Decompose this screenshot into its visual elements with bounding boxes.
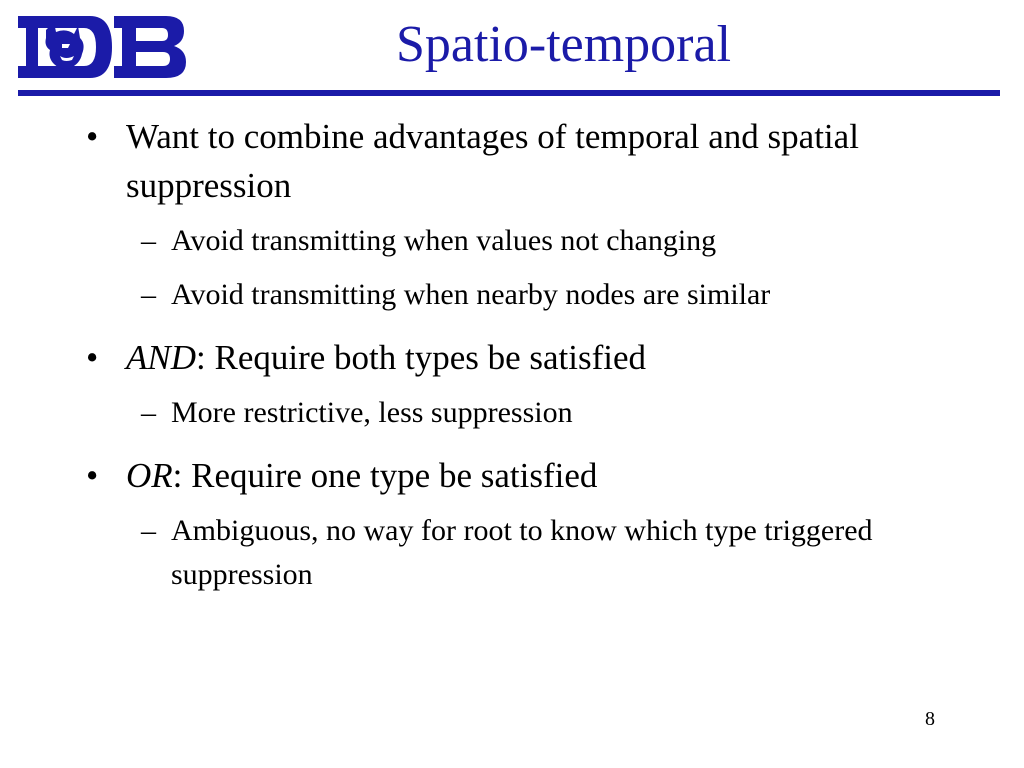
slide-title: Spatio-temporal bbox=[396, 16, 732, 73]
bullet-item bbox=[86, 451, 926, 500]
dash-marker: – bbox=[141, 514, 156, 547]
dash-marker: – bbox=[141, 278, 156, 311]
bullet-marker: • bbox=[86, 338, 99, 377]
sub-bullet-item bbox=[86, 391, 926, 435]
bullet-item bbox=[86, 333, 926, 382]
bullet-emphasis: AND bbox=[126, 338, 196, 377]
bullet-emphasis: OR bbox=[126, 456, 173, 495]
bullet-text: : Require both types be satisfied bbox=[196, 338, 647, 377]
slide-content bbox=[86, 112, 926, 597]
page-number: 8 bbox=[925, 708, 935, 730]
sub-bullet-item bbox=[86, 219, 926, 263]
bullet-text: Want to combine advantages of temporal and spatial suppression bbox=[126, 117, 859, 205]
dash-marker: – bbox=[141, 224, 156, 257]
title-underline bbox=[18, 90, 1000, 96]
sub-bullet-item bbox=[86, 273, 926, 317]
bullet-text: : Require one type be satisfied bbox=[172, 456, 598, 495]
bullet-marker: • bbox=[86, 117, 99, 156]
sub-bullet-text: Avoid transmitting when values not changing bbox=[171, 224, 717, 257]
sub-bullet-text: Ambiguous, no way for root to know which type triggered suppression bbox=[171, 514, 873, 591]
sub-bullet-text: Avoid transmitting when nearby nodes are similar bbox=[171, 278, 771, 311]
sub-bullet-text: More restrictive, less suppression bbox=[171, 396, 573, 429]
bullet-item bbox=[86, 112, 926, 210]
dash-marker: – bbox=[141, 396, 156, 429]
bullet-marker: • bbox=[86, 456, 99, 495]
sub-bullet-item bbox=[86, 509, 926, 597]
